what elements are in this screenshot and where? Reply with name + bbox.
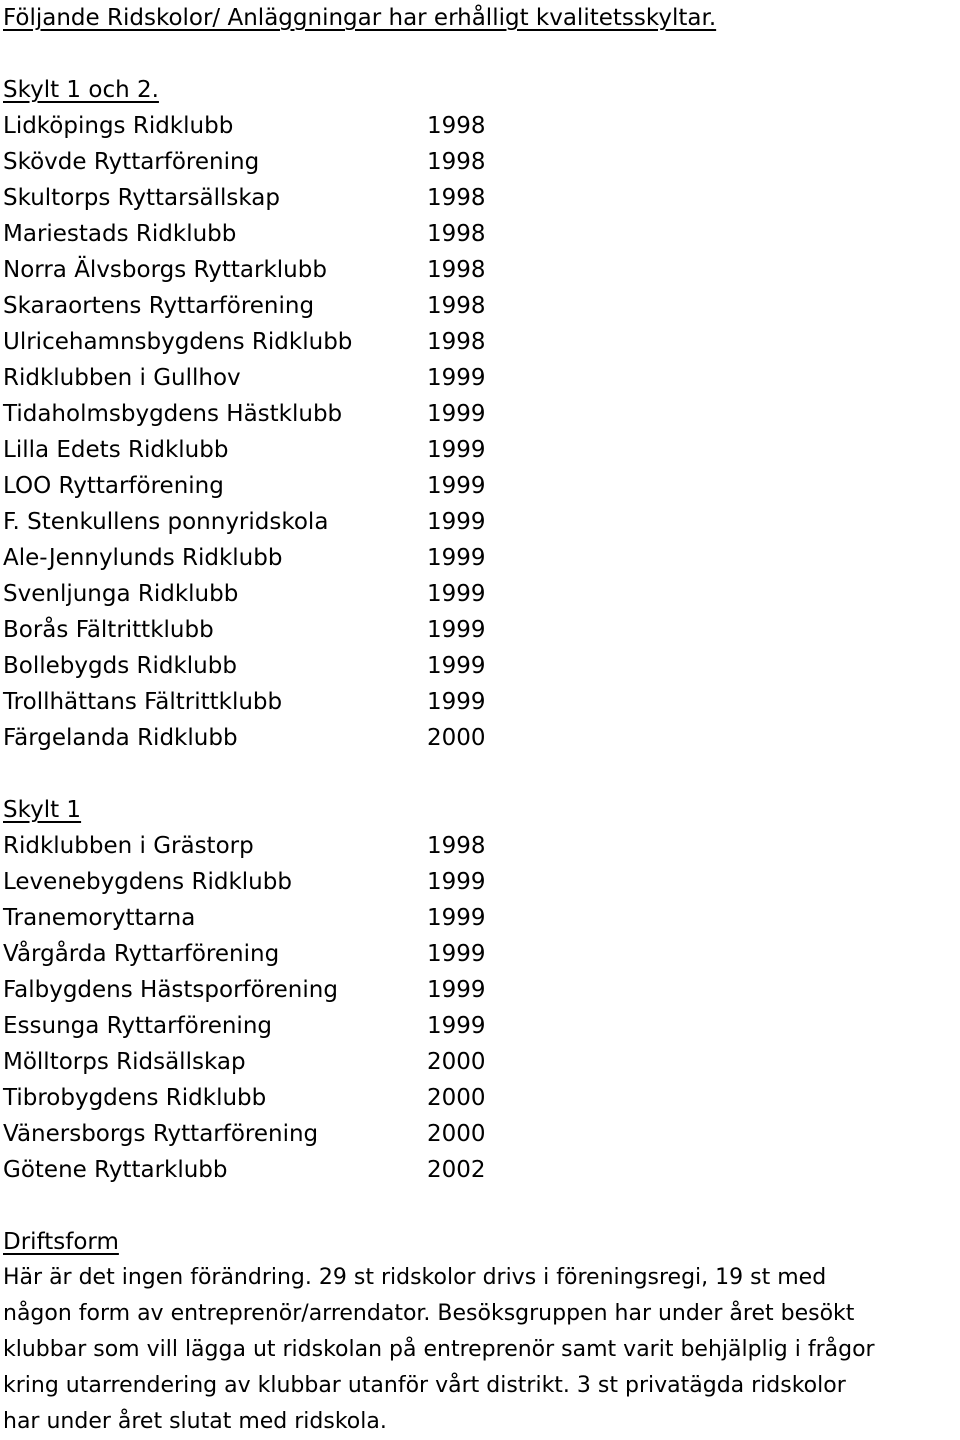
club-name: Levenebygdens Ridklubb [3,869,292,895]
club-name: Tibrobygdens Ridklubb [3,1085,267,1111]
spacer [3,756,955,792]
club-name: LOO Ryttarförening [3,473,224,499]
club-row [3,900,955,936]
club-name: Mariestads Ridklubb [3,221,237,247]
club-year: 1999 [427,977,486,1003]
paragraph-line: någon form av entreprenör/arrendator. Besöksgruppen har under året besökt [3,1301,855,1326]
club-year: 1999 [427,941,486,967]
club-row [3,144,955,180]
club-row [3,612,955,648]
club-year: 1998 [427,329,486,355]
club-row [3,720,955,756]
club-row [3,180,955,216]
club-year: 1999 [427,365,486,391]
club-row [3,864,955,900]
club-year: 1998 [427,185,486,211]
paragraph [3,1260,955,1440]
club-year: 1999 [427,437,486,463]
section-skylt-1 [3,792,955,1188]
club-year: 1998 [427,113,486,139]
spacer [3,36,955,72]
club-name: F. Stenkullens ponnyridskola [3,509,329,535]
club-name: Borås Fältrittklubb [3,617,214,643]
club-row [3,108,955,144]
club-name: Ridklubben i Gullhov [3,365,241,391]
club-row [3,648,955,684]
club-name: Svenljunga Ridklubb [3,581,239,607]
club-year: 1999 [427,545,486,571]
club-row [3,324,955,360]
club-row [3,504,955,540]
club-name: Bollebygds Ridklubb [3,653,237,679]
club-name: Skaraortens Ryttarförening [3,293,315,319]
club-row [3,1116,955,1152]
club-name: Essunga Ryttarförening [3,1013,272,1039]
club-name: Färgelanda Ridklubb [3,725,238,751]
club-year: 1999 [427,689,486,715]
paragraph-line: har under året slutat med ridskola. [3,1409,387,1434]
club-year: 1998 [427,293,486,319]
club-name: Skultorps Ryttarsällskap [3,185,280,211]
club-name: Lilla Edets Ridklubb [3,437,229,463]
club-row [3,972,955,1008]
club-year: 1998 [427,257,486,283]
club-year: 1998 [427,221,486,247]
club-name: Ale-Jennylunds Ridklubb [3,545,283,571]
club-row [3,576,955,612]
club-name: Trollhättans Fältrittklubb [3,689,283,715]
club-year: 1999 [427,581,486,607]
club-year: 2000 [427,1049,486,1075]
club-row [3,396,955,432]
club-row [3,828,955,864]
club-name: Ulricehamnsbygdens Ridklubb [3,329,353,355]
club-year: 2002 [427,1157,486,1183]
club-year: 1999 [427,509,486,535]
club-name: Tranemoryttarna [3,905,196,931]
club-row [3,288,955,324]
club-name: Vänersborgs Ryttarförening [3,1121,319,1147]
section-heading: Skylt 1 [3,797,82,823]
club-row [3,360,955,396]
spacer [3,1188,955,1224]
club-row [3,252,955,288]
club-year: 1999 [427,617,486,643]
club-name: Skövde Ryttarförening [3,149,260,175]
club-row [3,684,955,720]
club-row [3,1152,955,1188]
club-year: 1999 [427,653,486,679]
club-row [3,540,955,576]
club-year: 2000 [427,1121,486,1147]
club-name: Falbygdens Hästsporförening [3,977,338,1003]
section-heading: Skylt 1 och 2. [3,77,159,103]
section-skylt-1-och-2 [3,72,955,756]
club-list [3,828,955,1188]
section-heading: Driftsform [3,1229,119,1255]
club-year: 1998 [427,833,486,859]
club-row [3,1044,955,1080]
club-name: Götene Ryttarklubb [3,1157,228,1183]
paragraph-line: kring utarrendering av klubbar utanför vårt distrikt. 3 st privatägda ridskolor [3,1373,846,1398]
club-list [3,108,955,756]
club-row [3,432,955,468]
club-year: 1999 [427,401,486,427]
club-name: Ridklubben i Grästorp [3,833,254,859]
club-year: 1999 [427,869,486,895]
club-name: Lidköpings Ridklubb [3,113,234,139]
club-row [3,1008,955,1044]
club-year: 2000 [427,1085,486,1111]
club-name: Tidaholmsbygdens Hästklubb [3,401,343,427]
club-name: Mölltorps Ridsällskap [3,1049,246,1075]
section-driftsform [3,1224,955,1440]
club-row [3,1080,955,1116]
club-row [3,936,955,972]
club-year: 1999 [427,1013,486,1039]
club-name: Norra Älvsborgs Ryttarklubb [3,257,327,283]
club-row [3,468,955,504]
club-year: 1999 [427,905,486,931]
club-name: Vårgårda Ryttarförening [3,941,280,967]
club-year: 2000 [427,725,486,751]
club-year: 1999 [427,473,486,499]
paragraph-line: klubbar som vill lägga ut ridskolan på entreprenör samt varit behjälplig i frågor [3,1337,875,1362]
club-year: 1998 [427,149,486,175]
document-title: Följande Ridskolor/ Anläggningar har erhålligt kvalitetsskyltar. [3,5,717,31]
paragraph-line: Här är det ingen förändring. 29 st ridskolor drivs i föreningsregi, 19 st med [3,1265,827,1290]
document-page [3,0,955,1440]
club-row [3,216,955,252]
